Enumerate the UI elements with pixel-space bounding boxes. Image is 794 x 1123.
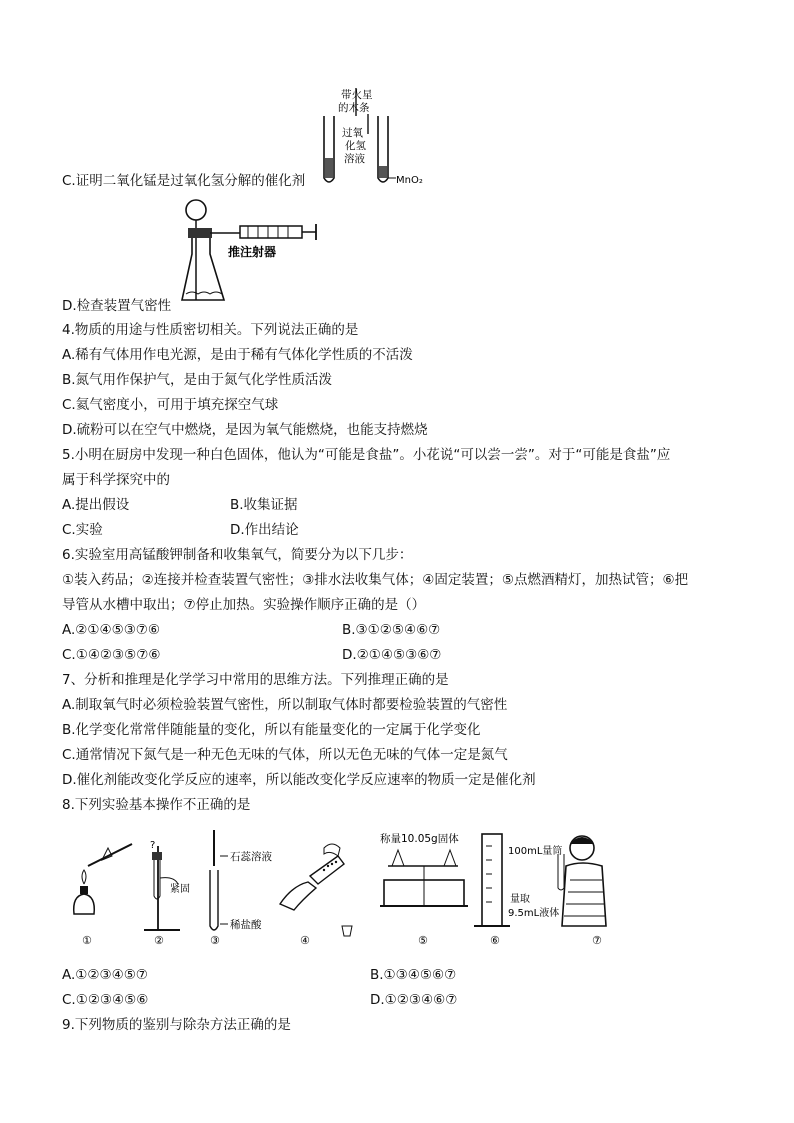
q7-option-a: A.制取氧气时必须检验装置气密性，所以制取气体时都要检验装置的气密性: [62, 697, 508, 713]
op-label-4: ④: [300, 934, 310, 947]
q7-option-d: D.催化剂能改变化学反应的速率，所以能改变化学反应速率的物质一定是催化剂: [62, 772, 536, 788]
op-label-7: ⑦: [592, 934, 602, 947]
q6-stem-line1: 6.实验室用高锰酸钾制备和收集氧气，简要分为以下几步：: [62, 547, 413, 563]
q6-stem-line2: ①装入药品；②连接并检查装置气密性；③排水法收集气体；④固定装置；⑤点燃酒精灯，加热试管；⑥把: [62, 572, 689, 588]
op-label-zhenggu: 紧固: [170, 884, 190, 895]
q5-option-b: B.收集证据: [230, 497, 298, 513]
q6-option-c: C.①④②③⑤⑦⑥: [62, 647, 161, 663]
q9-stem: 9.下列物质的鉴别与除杂方法正确的是: [62, 1017, 291, 1033]
q4-option-a: A.稀有气体用作电光源，是由于稀有气体化学性质的不活泼: [62, 347, 413, 363]
figure-lab-operations: [62, 826, 622, 956]
fig-c-label-side-line3: 溶液: [344, 153, 365, 165]
figure-airtightness-check: [180, 196, 330, 308]
q4-option-b: B.氮气用作保护气，是由于氮气化学性质活泼: [62, 372, 333, 388]
fig-c-label-top-line2: 的木条: [338, 102, 370, 114]
op-label-chengliang: 称量10.05g固体: [380, 833, 459, 845]
q7-option-c: C.通常情况下氮气是一种无色无味的气体，所以无色无味的气体一定是氮气: [62, 747, 508, 763]
q5-stem-line2: 属于科学探究中的: [62, 472, 170, 488]
q6-stem-line3: 导管从水槽中取出；⑦停止加热。实验操作顺序正确的是（）: [62, 597, 426, 613]
op-label-6: ⑥: [490, 934, 500, 947]
op-label-1: ①: [82, 934, 92, 947]
svg-text:?: ?: [150, 840, 156, 851]
q6-option-b: B.③①②⑤④⑥⑦: [342, 622, 441, 638]
q7-option-b: B.化学变化常常伴随能量的变化，所以有能量变化的一定属于化学变化: [62, 722, 481, 738]
syringe-label: 推注射器: [228, 245, 277, 259]
q4-option-d: D.硫粉可以在空气中燃烧，是因为氧气能燃烧，也能支持燃烧: [62, 422, 428, 438]
q8-option-a: A.①②③④⑤⑦: [62, 967, 148, 983]
q7-stem: 7、分析和推理是化学学习中常用的思维方法。下列推理正确的是: [62, 672, 449, 688]
op-label-5: ⑤: [418, 934, 428, 947]
op-label-xiyansuan: 稀盐酸: [230, 919, 262, 931]
figure-catalyst-test: [318, 86, 438, 190]
q6-option-d: D.②①④⑤③⑥⑦: [342, 647, 442, 663]
fig-c-label-top-line1: 带火星: [341, 89, 373, 101]
fig-c-label-side-line1: 过氧: [342, 127, 363, 139]
q4-stem: 4.物质的用途与性质密切相关。下列说法正确的是: [62, 322, 359, 338]
op-label-volume: 9.5mL液体: [508, 908, 560, 919]
op-label-3: ③: [210, 934, 220, 947]
q3-option-d: D.检查装置气密性: [62, 298, 172, 314]
q4-option-c: C.氦气密度小，可用于填充探空气球: [62, 397, 279, 413]
op-label-shiruiyie: 石蕊溶液: [230, 851, 272, 863]
op-label-liangtong: 100mL量筒: [508, 846, 563, 857]
q8-option-b: B.①③④⑤⑥⑦: [370, 967, 457, 983]
fig-c-label-side-line2: 化氢: [345, 140, 366, 152]
q8-option-d: D.①②③④⑥⑦: [370, 992, 458, 1008]
q8-stem: 8.下列实验基本操作不正确的是: [62, 797, 251, 813]
op-label-2: ②: [154, 934, 164, 947]
mno2-label: MnO₂: [396, 175, 423, 186]
op-label-liangqu: 量取: [510, 894, 530, 905]
q8-option-c: C.①②③④⑤⑥: [62, 992, 149, 1008]
q5-option-d: D.作出结论: [230, 522, 299, 538]
q5-stem-line1: 5.小明在厨房中发现一种白色固体，他认为“可能是食盐”。小花说“可以尝一尝”。对于“可能是食盐”应: [62, 447, 671, 463]
q5-option-c: C.实验: [62, 522, 103, 538]
q6-option-a: A.②①④⑤③⑦⑥: [62, 622, 161, 638]
q3-option-c: C.证明二氧化锰是过氧化氢分解的催化剂: [62, 173, 306, 189]
q5-option-a: A.提出假设: [62, 497, 130, 513]
